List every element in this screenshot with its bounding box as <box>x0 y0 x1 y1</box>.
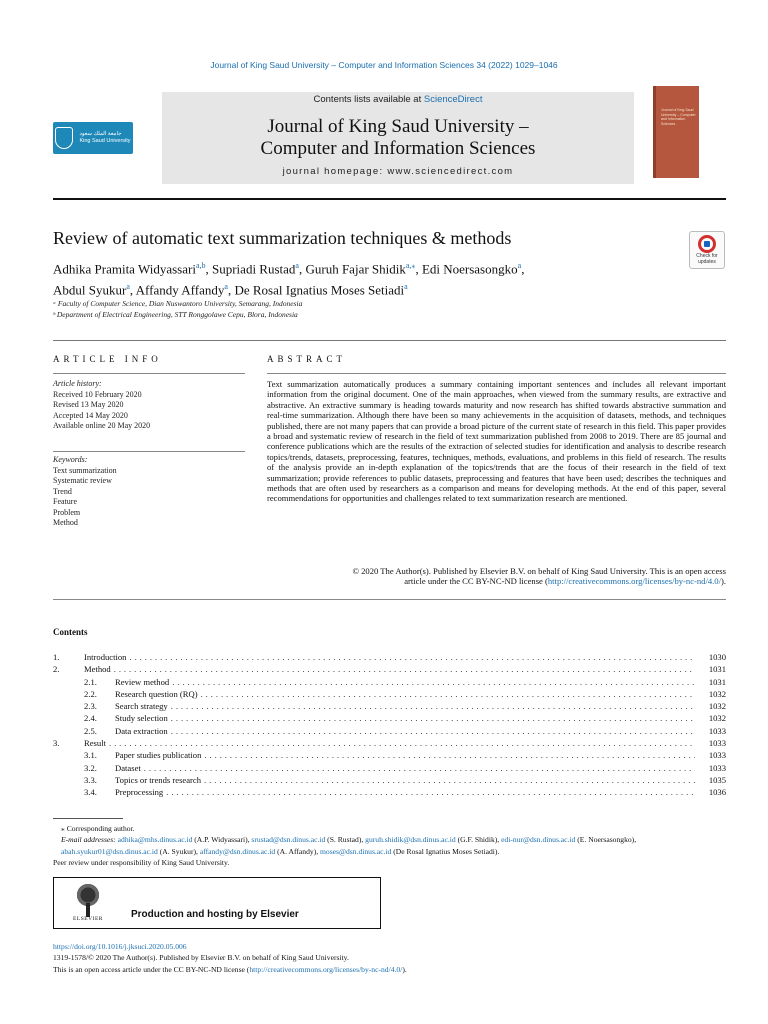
abstract-rule <box>267 373 726 374</box>
toc-title: Study selection <box>115 713 168 724</box>
toc-title: Search strategy <box>115 701 168 712</box>
toc-entry[interactable] <box>53 701 726 713</box>
toc-leader <box>204 750 695 760</box>
author-affiliation-marker[interactable]: a <box>404 282 408 292</box>
email-link[interactable]: edi-nur@dsn.dinus.ac.id <box>501 835 576 845</box>
keywords-label: Keywords: <box>53 455 88 464</box>
journal-cover-thumbnail[interactable] <box>653 86 699 178</box>
abstract-text: Text summarization automatically produces a summary containing important sentences and includes all relevant important information from the original document. One of the main approaches, when viewed from the summary results, are extractive and abstractive. An extractive summary is heading towards maturity and now research has shifted towards abstractive summation and real-time summarization. Although there have been so many achievements in the acquisition of datasets, methods, and techniques published, there are not many papers that can provide a broad picture of the current state of research in this field. This paper provides a broad and systematic review of research in the field of text summarization published from 2008 to 2019. There are 85 journal and conference publications which are the results of the extraction of selected studies for identification and analysis to describe research topics/trends, datasets, preprocessing, features, techniques, methods, evaluations, and problems in this field of research. The results of the analysis provide an in-depth explanation of the topics/trends that are the focus of their research in the field of text summarization; provide references to public datasets, preprocessing and features that have been used; describes the techniques and methods that are often used by researchers as a comparison and means for developing methods. At the end of this paper, several recommendations for opportunities and challenges related to text summarization research are mentioned. <box>267 379 726 504</box>
ksu-logo <box>53 122 133 154</box>
toc-number: 3.1. <box>84 750 97 761</box>
email-label: E-mail addresses: <box>61 835 118 845</box>
affiliation-a: ᵃ Faculty of Computer Science, Dian Nuswantoro University, Semarang, Indonesia <box>53 299 303 308</box>
corresponding-author-note: ⁎ Corresponding author. <box>61 824 135 833</box>
toc-number: 2.4. <box>84 713 97 724</box>
author-name: Adhika Pramita Widyassari <box>53 261 196 277</box>
toc-page: 1032 <box>708 688 726 699</box>
elsevier-logo-text: ELSEVIER <box>73 916 103 922</box>
toc-leader <box>109 738 695 748</box>
license-link[interactable]: http://creativecommons.org/licenses/by-nc-nd/4.0/ <box>249 964 403 974</box>
license-line <box>53 964 726 975</box>
toc-leader <box>114 664 695 674</box>
contents-available <box>162 94 634 105</box>
author-name: Affandy Affandy <box>135 282 225 298</box>
header-rule <box>53 198 726 200</box>
ksu-logo-arabic: جامعة الملك سعود <box>79 131 122 137</box>
email-link[interactable]: guruh.shidik@dsn.dinus.ac.id <box>365 835 456 845</box>
keyword: Feature <box>53 497 77 506</box>
keyword: Method <box>53 518 78 527</box>
author-separator: , <box>129 282 136 298</box>
toc-title: Result <box>84 738 106 749</box>
author-name: Edi Noersasongko <box>421 261 518 277</box>
author-name: Guruh Fajar Shidik <box>305 261 406 277</box>
toc-number: 1. <box>53 652 60 662</box>
abstract-copyright <box>267 566 726 587</box>
author-affiliation-marker[interactable]: a <box>126 282 130 292</box>
doi-link[interactable]: https://doi.org/10.1016/j.jksuci.2020.05.006 <box>53 942 187 951</box>
issn-line: 1319-1578/© 2020 The Author(s). Published by Elsevier B.V. on behalf of King Saud University. <box>53 953 349 963</box>
ksu-logo-english: King Saud University <box>79 138 131 144</box>
copyright-line2-suffix: ). <box>720 576 726 587</box>
toc-leader <box>204 775 695 785</box>
author-separator: , <box>298 261 306 277</box>
table-of-contents <box>53 652 726 800</box>
toc-entry[interactable] <box>53 787 726 799</box>
keyword: Text summarization <box>53 465 117 475</box>
license-prefix: This is an open access article under the CC BY-NC-ND license ( <box>53 964 250 974</box>
author-affiliation-marker[interactable]: a,b <box>195 261 206 270</box>
journal-homepage <box>162 166 634 177</box>
author-list <box>53 257 663 300</box>
toc-number: 2.2. <box>84 688 97 699</box>
history-received: Received 10 February 2020 <box>53 389 142 399</box>
toc-number: 3.2. <box>84 762 97 773</box>
elsevier-box <box>53 877 381 929</box>
toc-entry[interactable] <box>53 775 726 787</box>
license-suffix: ). <box>402 964 407 974</box>
cover-text: Journal of King Saud University – Computer and Information Sciences <box>661 108 696 126</box>
homepage-url[interactable]: www.sciencedirect.com <box>387 166 514 177</box>
author-separator: , <box>205 261 212 277</box>
toc-title: Data extraction <box>115 725 168 736</box>
toc-page: 1033 <box>708 738 726 749</box>
toc-page: 1032 <box>708 701 726 712</box>
paper-title: Review of automatic text summarization techniques & methods <box>53 228 512 248</box>
toc-number: 2. <box>53 664 60 675</box>
email-addresses <box>53 834 726 857</box>
keyword: Systematic review <box>53 476 112 485</box>
article-history <box>53 379 245 432</box>
check-updates-line2: updates <box>698 259 716 265</box>
toc-number: 2.3. <box>84 701 97 712</box>
email-link[interactable]: adhika@mhs.dinus.ac.id <box>117 835 193 845</box>
toc-page: 1031 <box>708 664 726 675</box>
toc-title: Preprocessing <box>115 787 164 798</box>
sciencedirect-link[interactable]: ScienceDirect <box>423 94 483 105</box>
author-affiliation-marker[interactable]: a <box>517 261 522 270</box>
toc-title: Research question (RQ) <box>115 688 198 699</box>
toc-title: Topics or trends research <box>115 774 202 785</box>
toc-leader <box>144 763 695 773</box>
toc-page: 1031 <box>708 676 726 687</box>
toc-number: 3. <box>53 738 60 749</box>
email-owner: (A. Syukur), <box>157 846 200 856</box>
abstract-bottom-rule <box>53 599 726 600</box>
toc-leader <box>166 787 695 797</box>
copyright-line2-prefix: article under the CC BY-NC-ND license ( <box>404 576 548 587</box>
author-name: De Rosal Ignatius Moses Setiadi <box>234 282 405 298</box>
toc-number: 3.3. <box>84 774 97 785</box>
section-rule <box>53 340 726 341</box>
ksu-logo-text <box>79 131 130 145</box>
toc-leader <box>171 713 695 723</box>
bottom-info <box>53 941 726 975</box>
article-info-heading: ARTICLE INFO <box>53 354 162 364</box>
keyword: Problem <box>53 507 81 517</box>
journal-title-line2: Computer and Information Sciences <box>260 138 536 159</box>
email-owner: (G.F. Shidik), <box>455 835 502 845</box>
copyright-line2 <box>267 576 726 586</box>
toc-number: 3.4. <box>84 787 97 798</box>
toc-number: 2.1. <box>84 676 97 687</box>
article-info-rule <box>53 373 245 374</box>
toc-page: 1033 <box>708 725 726 736</box>
ksu-emblem-icon <box>55 127 73 149</box>
keywords <box>53 455 245 529</box>
journal-title <box>162 116 634 160</box>
toc-entry[interactable] <box>53 750 726 762</box>
cc-license-link[interactable]: http://creativecommons.org/licenses/by-nc-nd/4.0/ <box>547 576 721 587</box>
email-link[interactable]: affandy@dsn.dinus.ac.id <box>199 846 276 856</box>
author-separator: , <box>415 261 422 277</box>
contents-prefix: Contents lists available at <box>313 94 424 105</box>
history-online: Available online 20 May 2020 <box>53 421 151 430</box>
history-accepted: Accepted 14 May 2020 <box>53 410 128 420</box>
footnotes <box>53 823 726 868</box>
abstract-heading: ABSTRACT <box>267 354 347 364</box>
check-for-updates-badge[interactable] <box>689 231 725 269</box>
email-owner: (S. Rustad), <box>325 835 366 845</box>
toc-page: 1033 <box>708 750 726 761</box>
toc-leader <box>129 652 695 662</box>
toc-entry[interactable] <box>53 763 726 775</box>
toc-entry[interactable] <box>53 738 726 750</box>
toc-page: 1035 <box>708 774 726 785</box>
toc-leader <box>201 689 695 699</box>
toc-page: 1030 <box>708 652 726 662</box>
crossmark-icon <box>698 235 716 253</box>
author-name: Abdul Syukur <box>53 282 127 298</box>
check-updates-label <box>690 253 724 265</box>
toc-number: 2.5. <box>84 725 97 736</box>
peer-review-note: Peer review under responsibility of King Saud University. <box>53 857 230 867</box>
check-updates-line1: Check for <box>696 253 718 259</box>
author-separator: , <box>521 261 525 277</box>
journal-title-line1: Journal of King Saud University – <box>267 116 529 137</box>
toc-entry[interactable] <box>53 664 726 676</box>
toc-title: Paper studies publication <box>115 750 202 761</box>
production-hosting: Production and hosting by Elsevier <box>131 909 299 920</box>
author-name: Supriadi Rustad <box>212 261 296 277</box>
author-affiliation-marker[interactable]: a <box>224 282 228 292</box>
email-owner: (A. Affandy), <box>275 846 321 856</box>
toc-entry[interactable] <box>53 677 726 689</box>
homepage-prefix: journal homepage: <box>282 166 388 177</box>
email-owner: (E. Noersasongko), <box>575 835 637 845</box>
toc-entry[interactable] <box>53 689 726 701</box>
toc-entry[interactable] <box>53 713 726 725</box>
toc-title: Method <box>84 664 111 675</box>
email-owner: (De Rosal Ignatius Moses Setiadi). <box>391 846 500 856</box>
affiliation-b: ᵇ Department of Electrical Engineering, STT Ronggolawe Cepu, Blora, Indonesia <box>53 310 298 319</box>
contents-heading: Contents <box>53 627 88 637</box>
email-link[interactable]: srustad@dsn.dinus.ac.id <box>251 835 326 845</box>
toc-entry[interactable] <box>53 652 726 664</box>
keyword: Trend <box>53 486 72 496</box>
toc-title: Dataset <box>115 762 141 773</box>
toc-title: Review method <box>115 676 170 687</box>
email-link[interactable]: moses@dsn.dinus.ac.id <box>320 846 392 856</box>
email-link[interactable]: abah.syukur01@dsn.dinus.ac.id <box>61 846 158 856</box>
copyright-line1: © 2020 The Author(s). Published by Elsevier B.V. on behalf of King Saud University. This is an open access <box>352 566 726 576</box>
footnote-rule <box>53 818 123 819</box>
author-affiliation-marker[interactable]: a <box>295 261 299 270</box>
toc-leader <box>171 701 695 711</box>
journal-reference[interactable]: Journal of King Saud University – Computer and Information Sciences 34 (2022) 1029–1046 <box>210 60 558 70</box>
toc-page: 1033 <box>708 762 726 773</box>
email-owner: (A.P. Widyassari), <box>192 835 252 845</box>
toc-entry[interactable] <box>53 726 726 738</box>
toc-page: 1036 <box>708 787 726 798</box>
history-label: Article history: <box>53 379 102 388</box>
history-revised: Revised 13 May 2020 <box>53 400 124 409</box>
toc-leader <box>172 677 695 687</box>
author-separator: , <box>227 282 235 298</box>
toc-leader <box>171 726 695 736</box>
elsevier-tree-icon <box>68 883 108 917</box>
author-affiliation-marker[interactable]: a,⁎ <box>405 261 416 270</box>
toc-title: Introduction <box>84 652 127 662</box>
toc-page: 1032 <box>708 713 726 724</box>
keywords-rule <box>53 451 245 452</box>
